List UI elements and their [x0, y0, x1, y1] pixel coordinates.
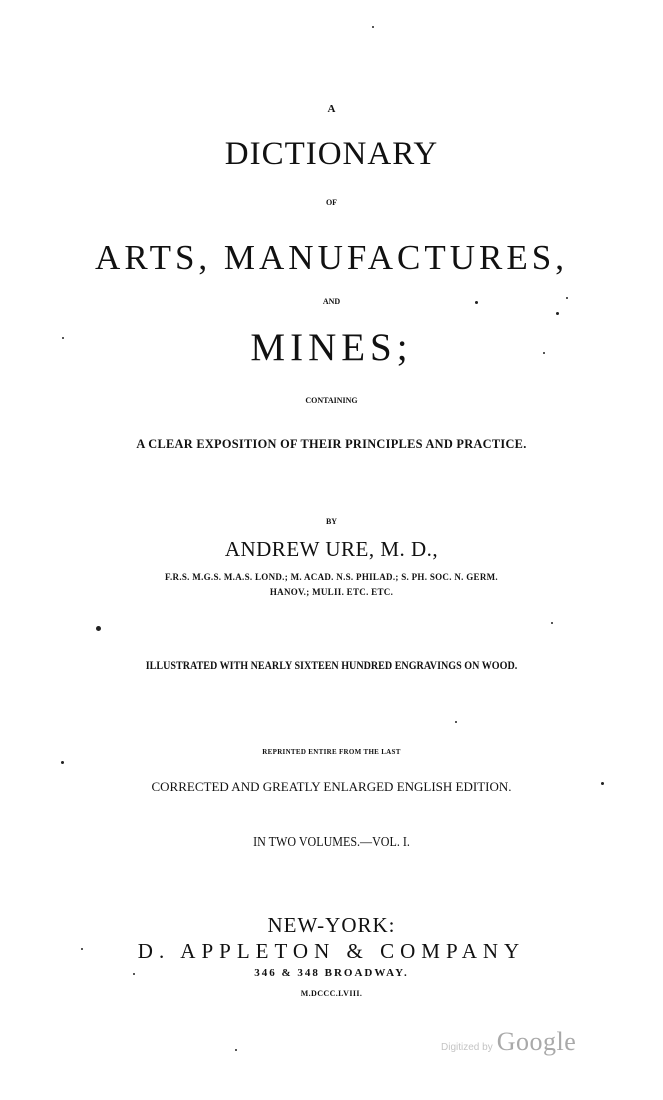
publisher-name: D. APPLETON & COMPANY: [137, 939, 526, 963]
title-connector-of: OF: [325, 198, 338, 207]
scan-speck: [96, 626, 101, 631]
title-article: A: [327, 103, 336, 115]
scan-speck: [133, 973, 135, 975]
scan-speck: [62, 337, 64, 339]
author-credentials-1: F.R.S. M.G.S. M.A.S. LOND.; M. ACAD. N.S. PHILAD.; S. PH. SOC. N. GERM.: [165, 572, 498, 582]
scan-speck: [566, 297, 568, 299]
author-credentials-2: HANOV.; MULII. ETC. ETC.: [269, 587, 394, 597]
description-line: A CLEAR EXPOSITION OF THEIR PRINCIPLES AND PRACTICE.: [136, 436, 527, 451]
scan-speck: [551, 622, 553, 624]
publisher-address: 346 & 348 BROADWAY.: [254, 967, 409, 979]
scan-speck: [543, 352, 545, 354]
book-title: DICTIONARY: [224, 136, 439, 172]
digitized-watermark: [441, 1027, 576, 1057]
volume-note: IN TWO VOLUMES.—VOL. I.: [253, 835, 410, 850]
scan-speck: [556, 312, 559, 315]
scan-speck: [235, 1049, 237, 1051]
title-connector-and: AND: [322, 297, 341, 306]
by-label: BY: [325, 517, 338, 526]
scan-speck: [455, 721, 457, 723]
publication-city: NEW-YORK:: [267, 913, 396, 937]
publication-year: M.DCCC.LVIII.: [300, 989, 363, 998]
subject-line-2: MINES;: [250, 326, 413, 369]
subject-line-1: ARTS, MANUFACTURES,: [95, 238, 568, 277]
illustration-note: ILLUSTRATED WITH NEARLY SIXTEEN HUNDRED ENGRAVINGS ON WOOD.: [145, 658, 518, 672]
scan-speck: [475, 301, 478, 304]
scan-speck: [61, 761, 64, 764]
reprint-note: REPRINTED ENTIRE FROM THE LAST: [262, 748, 401, 756]
scan-speck: [81, 948, 83, 950]
containing-label: CONTAINING: [305, 396, 358, 405]
author-name: ANDREW URE, M. D.,: [224, 537, 439, 561]
google-logo: Google: [496, 1027, 577, 1056]
watermark-prefix: Digitized by: [441, 1042, 493, 1053]
edition-note: CORRECTED AND GREATLY ENLARGED ENGLISH EDITION.: [151, 779, 512, 794]
scan-speck: [601, 782, 604, 785]
scan-speck: [372, 26, 374, 28]
